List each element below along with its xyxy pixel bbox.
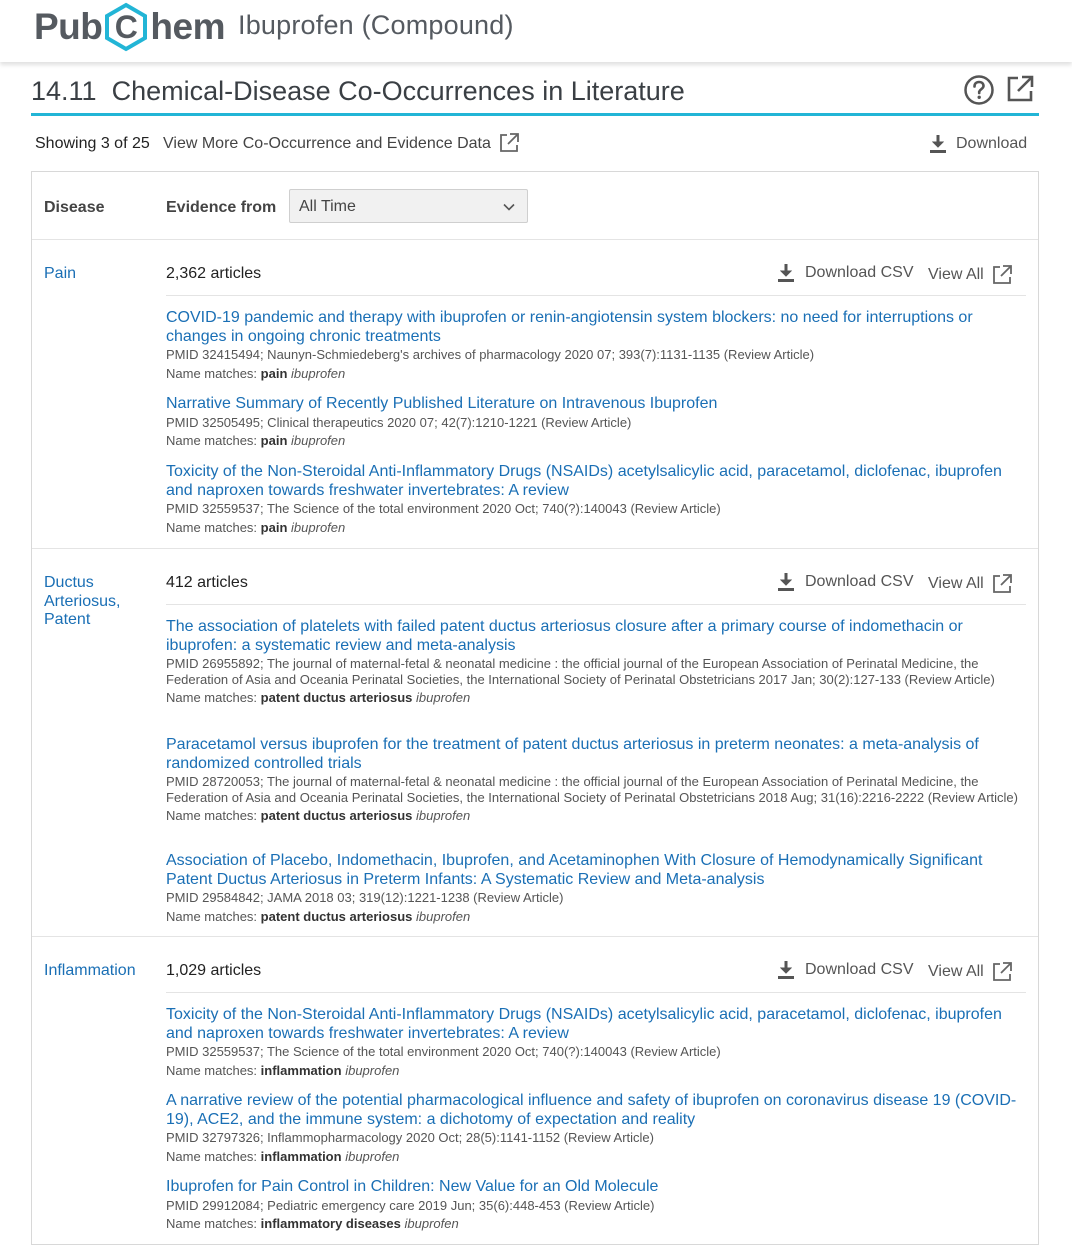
article-item xyxy=(166,618,1028,706)
group-divider xyxy=(166,992,1026,993)
view-all-label: View All xyxy=(928,575,984,592)
article-citation: PMID 29584842; JAMA 2018 03; 319(12):1221-1238 (Review Article) xyxy=(166,890,564,905)
name-matches: Name matches: inflammation ibuprofen xyxy=(166,1062,400,1078)
question-circle-icon[interactable] xyxy=(963,74,995,106)
download-csv-label: Download CSV xyxy=(805,573,914,590)
disease-link-inflammation[interactable]: Inflammation xyxy=(44,962,136,979)
article-citation: PMID 29912084; Pediatric emergency care 2019 Jun; 35(6):448-453 (Review Article) xyxy=(166,1197,655,1213)
external-link-icon xyxy=(991,264,1013,286)
download-label: Download xyxy=(956,135,1028,152)
disease-column-header: Disease xyxy=(44,199,105,216)
logo-text-hem: hem xyxy=(150,6,225,47)
showing-count: Showing 3 of 25 xyxy=(35,135,150,152)
download-csv-button[interactable] xyxy=(777,263,914,283)
name-matches: Name matches: pain ibuprofen xyxy=(166,519,346,535)
download-icon xyxy=(777,572,795,592)
download-icon xyxy=(777,263,795,283)
name-matches: Name matches: patent ductus arteriosus ibuprofen xyxy=(166,908,471,924)
download-icon xyxy=(777,960,795,980)
name-matches: Name matches: patent ductus arteriosus ibuprofen xyxy=(166,808,471,824)
compound-title: Ibuprofen (Compound) xyxy=(238,10,514,40)
article-count: 2,362 articles xyxy=(166,265,262,282)
disease-group-inflammation xyxy=(32,936,1038,1244)
download-csv-button[interactable] xyxy=(777,572,914,592)
external-link-icon[interactable] xyxy=(1005,74,1035,104)
article-item xyxy=(166,1092,1028,1164)
filter-row xyxy=(32,172,1038,240)
chevron-down-icon xyxy=(503,202,515,212)
article-citation: PMID 32797326; Inflammopharmacology 2020 Oct; 28(5):1141-1152 (Review Article) xyxy=(166,1130,654,1145)
article-citation: PMID 28720053; The journal of maternal-fetal & neonatal medicine : the official journal of the European Association of Perinatal Medicine, the Federation of Asia and Oceania Perinatal Societies, the International Society of Perinatal Obstetricians 2018 Aug; 31(16):2216-2222 (Review Article) xyxy=(166,774,1018,805)
article-item xyxy=(166,309,1028,381)
article-title-link[interactable]: The association of platelets with failed patent ductus arteriosus closure after a primary course of indomethacin or ibuprofen: a systematic review and meta-analysis xyxy=(166,618,963,654)
article-item xyxy=(166,1178,1028,1232)
view-all-label: View All xyxy=(928,963,984,980)
article-citation: PMID 32559537; The Science of the total environment 2020 Oct; 740(?):140043 (Review Article) xyxy=(166,1044,721,1059)
name-matches: Name matches: pain ibuprofen xyxy=(166,365,346,381)
view-all-button[interactable] xyxy=(928,264,1013,286)
evidence-time-select[interactable] xyxy=(289,189,528,223)
article-citation: PMID 26955892; The journal of maternal-fetal & neonatal medicine : the official journal of the European Association of Perinatal Medicine, the Federation of Asia and Oceania Perinatal Societies, the International Society of Perinatal Obstetricians 2017 Jan; 30(2):127-133 (Review Article) xyxy=(166,656,995,687)
group-divider xyxy=(166,604,1026,605)
article-citation: PMID 32559537; The Science of the total environment 2020 Oct; 740(?):140043 (Review Article) xyxy=(166,501,721,516)
external-link-icon xyxy=(991,573,1013,595)
site-header xyxy=(0,0,1072,62)
download-csv-button[interactable] xyxy=(777,960,914,980)
view-all-button[interactable] xyxy=(928,573,1013,595)
article-citation: PMID 32415494; Naunyn-Schmiedeberg's archives of pharmacology 2020 07; 393(7):1131-1135 (Review Article) xyxy=(166,347,815,362)
article-item xyxy=(166,736,1028,824)
co-occurrence-panel xyxy=(31,171,1039,1245)
download-icon xyxy=(929,134,947,154)
article-citation: PMID 32505495; Clinical therapeutics 2020 07; 42(7):1210-1221 (Review Article) xyxy=(166,414,632,430)
logo-text-pub: Pub xyxy=(34,6,103,47)
section-title: 14.11 Chemical-Disease Co-Occurrences in Literature xyxy=(31,76,685,106)
article-title-link[interactable]: Narrative Summary of Recently Published Literature on Intravenous Ibuprofen xyxy=(166,395,718,412)
article-title-link[interactable]: Paracetamol versus ibuprofen for the treatment of patent ductus arteriosus in preterm neonates: a meta-analysis of randomized controlled trials xyxy=(166,736,979,772)
pubchem-hexagon-icon xyxy=(103,2,149,52)
section-heading xyxy=(31,70,1039,116)
evidence-from-label: Evidence from xyxy=(166,199,277,216)
article-item xyxy=(166,1006,1028,1078)
disease-group-pain xyxy=(32,240,1038,548)
article-title-link[interactable]: A narrative review of the potential pharmacological influence and safety of ibuprofen on coronavirus disease 19 (COVID-19), ACE2, and the immune system: a dichotomy of expectation and reality xyxy=(166,1092,1017,1128)
disease-group-ductus-arteriosus xyxy=(32,548,1038,936)
summary-row xyxy=(35,132,1035,158)
group-divider xyxy=(166,295,1026,296)
group-actions xyxy=(777,263,1027,289)
article-count: 1,029 articles xyxy=(166,962,262,979)
article-title-link[interactable]: Association of Placebo, Indomethacin, Ibuprofen, and Acetaminophen With Closure of Hemodynamically Significant Patent Ductus Arteriosus in Preterm Infants: A Systematic Review and Meta-analysis xyxy=(166,852,983,888)
download-csv-label: Download CSV xyxy=(805,264,914,281)
article-title-link[interactable]: Toxicity of the Non-Steroidal Anti-Inflammatory Drugs (NSAIDs) acetylsalicylic acid, paracetamol, diclofenac, ibuprofen and naproxen towards freshwater invertebrates: A review xyxy=(166,1006,1002,1042)
external-link-icon[interactable] xyxy=(498,132,520,154)
article-item xyxy=(166,852,1028,924)
view-all-button[interactable] xyxy=(928,961,1013,983)
name-matches: Name matches: inflammatory diseases ibuprofen xyxy=(166,1216,459,1232)
pubchem-logo[interactable] xyxy=(34,2,225,52)
evidence-time-value: All Time xyxy=(299,198,356,215)
download-csv-label: Download CSV xyxy=(805,961,914,978)
external-link-icon xyxy=(991,961,1013,983)
article-item xyxy=(166,395,1028,449)
disease-link-ductus-arteriosus-patent[interactable]: Ductus Arteriosus, Patent xyxy=(44,574,121,628)
name-matches: Name matches: pain ibuprofen xyxy=(166,433,346,449)
article-title-link[interactable]: Toxicity of the Non-Steroidal Anti-Inflammatory Drugs (NSAIDs) acetylsalicylic acid, paracetamol, diclofenac, ibuprofen and naproxen towards freshwater invertebrates: A review xyxy=(166,463,1002,499)
article-count: 412 articles xyxy=(166,574,248,591)
view-all-label: View All xyxy=(928,266,984,283)
name-matches: Name matches: inflammation ibuprofen xyxy=(166,1148,400,1164)
group-actions xyxy=(777,960,1027,986)
view-more-link[interactable]: View More Co-Occurrence and Evidence Data xyxy=(163,135,491,152)
download-button[interactable] xyxy=(929,134,1027,154)
article-title-link[interactable]: Ibuprofen for Pain Control in Children: New Value for an Old Molecule xyxy=(166,1178,659,1195)
disease-link-pain[interactable]: Pain xyxy=(44,265,77,282)
article-title-link[interactable]: COVID-19 pandemic and therapy with ibuprofen or renin-angiotensin system blockers: no need for interruptions or changes in ongoing chronic treatments xyxy=(166,309,973,345)
group-actions xyxy=(777,572,1027,598)
name-matches: Name matches: patent ductus arteriosus ibuprofen xyxy=(166,690,471,706)
article-item xyxy=(166,463,1028,535)
svg-text:C: C xyxy=(115,9,138,45)
